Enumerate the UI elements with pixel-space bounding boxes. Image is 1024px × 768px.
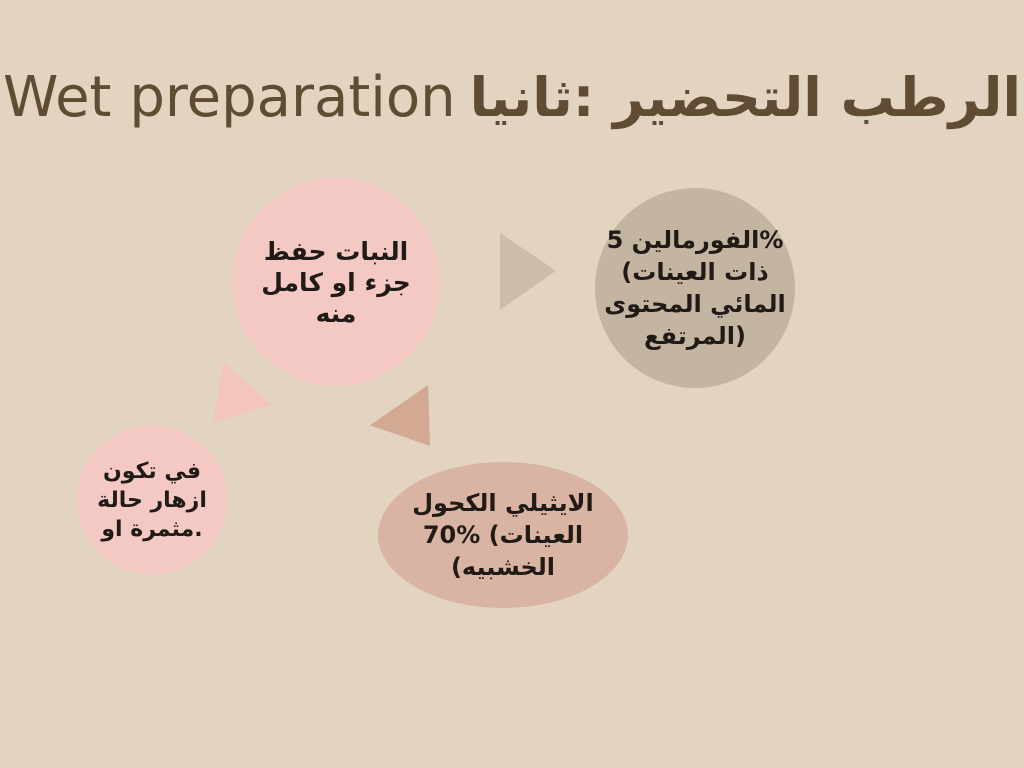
formalin-circle-line: المرتفع) xyxy=(644,322,746,350)
arrow-down-left-triangle-icon xyxy=(213,362,272,423)
title-arabic: ثانيا: ‎التحضير ‎الرطب xyxy=(469,66,1021,129)
slide-title xyxy=(0,52,1024,151)
flowering-state-circle xyxy=(77,425,227,575)
alcohol-ellipse-line: (الخشبيه xyxy=(450,553,556,581)
plant-preservation-circle xyxy=(232,178,440,386)
plant-circle-line: كامل ‎او ‎جزء xyxy=(261,267,411,297)
formalin-circle xyxy=(595,188,795,388)
plant-circle-line: حفظ ‎النبات xyxy=(263,236,409,266)
alcohol-ellipse-line: الكحول ‎الايثيلي xyxy=(412,489,594,517)
title-english: Wet preparation xyxy=(3,65,456,130)
plant-circle-line: منه xyxy=(315,298,357,328)
formalin-circle-line: المحتوى ‎المائي xyxy=(604,290,786,318)
alcohol-ellipse-line: 70% (العينات xyxy=(422,521,584,549)
arrow-right-triangle-icon xyxy=(500,233,556,310)
ethyl-alcohol-ellipse xyxy=(378,462,628,608)
arrow-left-triangle-icon xyxy=(370,385,430,446)
formalin-circle-line: (العينات ‎ذات xyxy=(621,258,769,286)
flowering-circle-line: تكون ‎في xyxy=(103,458,201,484)
flowering-circle-line: او ‎مثمرة. xyxy=(101,516,203,542)
flowering-circle-line: حالة ‎ازهار xyxy=(97,487,207,513)
formalin-circle-line: الفورمالين 5% xyxy=(606,226,784,254)
